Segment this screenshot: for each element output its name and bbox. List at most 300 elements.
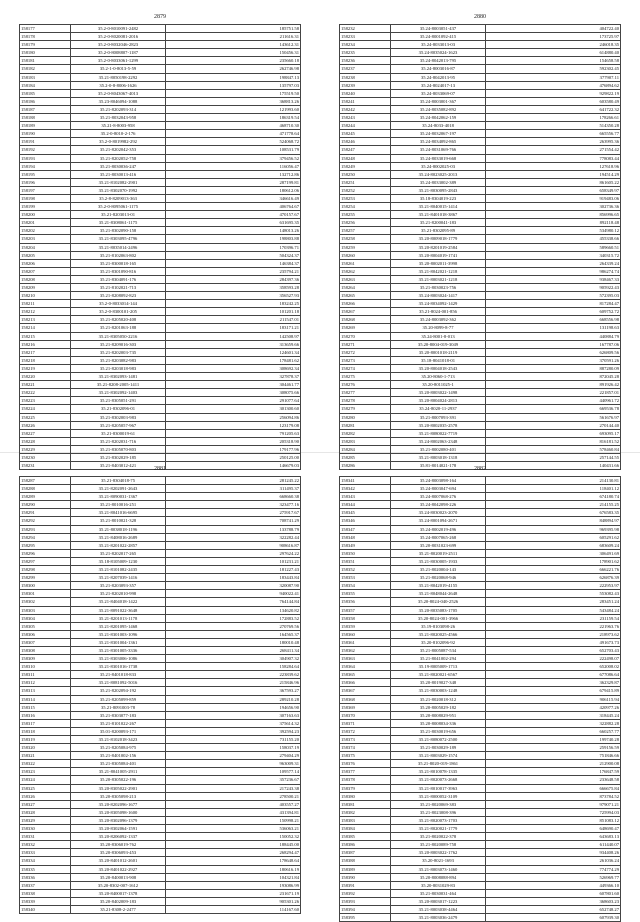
amount-cell: 377907.11 [486,73,621,81]
code-cell: 35.21-8302093-1481 [71,373,166,381]
code-cell: 35.21-8101082-2435 [71,566,166,574]
code-cell: 35.24-8001092-415 [391,33,486,41]
row-id-cell: 158263 [340,275,391,283]
code-cell: 35.20-8003017-1223 [391,897,486,905]
amount-cell: 652703.43 [486,646,621,654]
amount-cell: 526969.77 [486,873,621,881]
table-row [340,517,621,525]
table-row [340,227,621,235]
row-id-cell: 158297 [20,557,71,565]
row-id-cell: 158333 [20,849,71,857]
table-row [340,405,621,413]
table-row [20,211,301,219]
amount-cell: 178481.62 [166,356,301,364]
row-id-cell: 158267 [340,308,391,316]
table-row [340,49,621,57]
code-cell: 35.21-8020021-6567 [391,671,486,679]
row-id-cell: 158276 [340,381,391,389]
amount-cell: 392594.23 [166,727,301,735]
code-cell: 35.24-8042062-159 [391,114,486,122]
code-cell: 35.21-8030036-247 [71,162,166,170]
table-row [340,186,621,194]
amount-cell: 275917.67 [166,509,301,517]
row-id-cell: 158387 [340,849,391,857]
amount-cell: 603580.49 [486,97,621,105]
amount-cell: 340315.72 [486,251,621,259]
code-cell: 35.20-8031029-83 [391,881,486,889]
table-row [340,251,621,259]
amount-cell: 302736.36 [486,203,621,211]
code-cell: 35.21-8205020-408 [71,316,166,324]
row-id-cell: 158197 [20,186,71,194]
amount-cell: 764144.84 [166,598,301,606]
amount-cell: 183443.84 [166,574,301,582]
table-row [20,622,301,630]
row-id-cell: 158342 [340,485,391,493]
code-cell: 35.24-8033019-668 [391,154,486,162]
table-row [340,194,621,202]
table-row [20,445,301,453]
amount-cell: 121993.60 [166,105,301,113]
code-cell: 35.21-8042021-1218 [391,267,486,275]
code-cell: 35.24-8035082-892 [391,105,486,113]
row-id-cell: 158239 [340,81,391,89]
code-cell: 35.2-0-8032046-2823 [71,41,166,49]
amount-cell: 534980.12 [486,227,621,235]
row-id-cell: 158380 [340,792,391,800]
code-cell: 35.20-8401012-2601 [71,857,166,865]
table-row [20,170,301,178]
table-row [20,373,301,381]
table-row [340,711,621,719]
code-cell: 35.20-8004024-2813 [391,397,486,405]
row-id-cell: 158336 [20,873,71,881]
row-id-cell: 158259 [340,243,391,251]
code-cell: 35.24-8002019-496 [391,525,486,533]
row-id-cell: 158205 [20,251,71,259]
code-cell: 35.21-8048044-2648 [391,590,486,598]
table-row [340,146,621,154]
code-cell: 35.21-8020004-143 [391,566,486,574]
amount-cell: 592302.45 [486,65,621,73]
row-id-cell: 158214 [20,324,71,332]
table-row [20,736,301,744]
table-row [20,549,301,557]
amount-cell: 677086.64 [486,671,621,679]
row-id-cell: 158268 [340,316,391,324]
code-cell: 35.21-8005087-534 [391,646,486,654]
code-cell: 35.21-8002080-401 [391,445,486,453]
code-cell: 35.24-8002063-2348 [391,437,486,445]
row-id-cell: 158317 [20,719,71,727]
row-id-cell: 158303 [20,606,71,614]
amount-cell: 578460.84 [486,445,621,453]
section-title: 2880 [474,14,486,20]
code-cell: 35.21-8202042-353 [71,146,166,154]
code-cell: 35.2-0-8300101-205 [71,308,166,316]
table-row [340,889,621,897]
table-row [340,275,621,283]
amount-cell: 607801.60 [486,889,621,897]
amount-cell: 665556.77 [486,130,621,138]
table-row [20,316,301,324]
data-table [19,476,301,914]
table-row [20,389,301,397]
row-id-cell: 158378 [340,776,391,784]
code-cell: 35.20-8305098-213 [71,792,166,800]
table-row [340,736,621,744]
amount-cell: 969395.98 [486,525,621,533]
code-cell: 35.20-8060-1-713 [391,373,486,381]
table-row [340,364,621,372]
table-row [340,663,621,671]
row-id-cell: 158368 [340,695,391,703]
row-id-cell: 158275 [340,373,391,381]
row-id-cell: 158180 [20,49,71,57]
amount-cell: 140431.66 [486,462,621,470]
row-id-cell: 158348 [340,533,391,541]
table-row [340,630,621,638]
amount-cell: 263995.36 [486,138,621,146]
amount-cell: 199740.28 [486,736,621,744]
code-cell: 35.2-1-0-8013-5-59 [71,65,166,73]
amount-cell: 143612.31 [166,41,301,49]
code-cell: 35.24-8002025-03 [391,162,486,170]
row-id-cell: 158324 [20,776,71,784]
table-row [20,194,301,202]
amount-cell: 198847.13 [166,73,301,81]
code-cell: 35.20-8002035-2578 [391,421,486,429]
table-row [340,485,621,493]
amount-cell: 725994.03 [486,808,621,816]
table-row [340,655,621,663]
amount-cell: 420977.26 [486,703,621,711]
amount-cell: 304461.77 [166,381,301,389]
amount-cell: 164565.37 [166,630,301,638]
code-cell: 35.24-8030023-2070 [391,509,486,517]
table-row [20,768,301,776]
code-cell: 35.21-8301004-1361 [71,638,166,646]
code-cell: 35.20-8400013-908 [71,873,166,881]
amount-cell: 906115.94 [486,695,621,703]
table-row [20,703,301,711]
amount-cell: 536063.21 [166,825,301,833]
amount-cell: 561676.97 [486,413,621,421]
amount-cell: 905301.26 [166,897,301,905]
code-cell: 35.21-8080022-7719 [391,429,486,437]
row-id-cell: 158319 [20,736,71,744]
code-cell: 35.20-8024-040-2526 [391,598,486,606]
table-row [340,259,621,267]
row-id-cell: 158308 [20,646,71,654]
code-cell: 35.21-8030029-189 [391,744,486,752]
row-id-cell: 158177 [20,25,71,33]
code-cell: 35.21-8205057-967 [71,421,166,429]
row-id-cell: 158243 [340,114,391,122]
row-id-cell: 158392 [340,889,391,897]
table-row [340,825,621,833]
row-id-cell: 158294 [20,533,71,541]
row-id-cell: 158230 [20,453,71,461]
code-cell: 35.23-8046094-1088 [71,97,166,105]
amount-cell: 553082.43 [486,590,621,598]
code-cell: 35.21-8302090-158 [71,227,166,235]
table-row [20,300,301,308]
section-title: 2882 [474,466,486,472]
row-id-cell: 158184 [20,81,71,89]
amount-cell: 250125.00 [166,453,301,461]
code-cell: 35.19-8103098-26 [391,622,486,630]
table-row [340,33,621,41]
code-cell: 35.21-8202031-716 [71,437,166,445]
code-cell: 35.21-8-8003-958 [71,122,166,130]
table-row [20,251,301,259]
code-cell: 35.18-8105009-1230 [71,557,166,565]
row-id-cell: 158278 [340,397,391,405]
table-row [20,671,301,679]
table-row [340,170,621,178]
table-row [340,324,621,332]
amount-cell: 101231.21 [166,557,301,565]
code-cell: 35.24-8007065-268 [391,533,486,541]
table-row [20,324,301,332]
table-row [20,73,301,81]
amount-cell: 631695.35 [166,219,301,227]
row-id-cell: 158238 [340,73,391,81]
code-cell: 35.20-8202096-1677 [71,800,166,808]
amount-cell: 114167.60 [166,905,301,913]
row-id-cell: 158334 [20,857,71,865]
row-id-cell: 158191 [20,138,71,146]
code-cell: 35.20-8031023-699 [391,541,486,549]
row-id-cell: 158323 [20,768,71,776]
table-row [20,825,301,833]
table-row [340,413,621,421]
amount-cell: 259156.59 [486,744,621,752]
code-cell: 35.21-8102063-802 [71,251,166,259]
table-row [20,275,301,283]
amount-cell: 233648.58 [486,776,621,784]
row-id-cell: 158207 [20,267,71,275]
row-id-cell: 158298 [20,566,71,574]
table-row [340,727,621,735]
row-id-cell: 158183 [20,73,71,81]
row-id-cell: 158290 [20,501,71,509]
code-cell: 35.21-8000052-3109 [391,792,486,800]
row-id-cell: 158370 [340,711,391,719]
data-table [19,24,301,470]
amount-cell: 158284.64 [166,663,301,671]
data-table [339,24,621,470]
code-cell: 35.21-8003018-1318 [391,453,486,461]
table-row [340,833,621,841]
code-cell: 35.21-8020-019-1861 [391,760,486,768]
row-id-cell: 158192 [20,146,71,154]
amount-cell: 605291.62 [486,533,621,541]
table-row [340,130,621,138]
amount-cell: 327878.37 [166,373,301,381]
table-row [20,541,301,549]
table-row [20,57,301,65]
amount-cell: 215846.96 [166,679,301,687]
code-cell: 35.20-8021-1693 [391,857,486,865]
row-id-cell: 158244 [340,122,391,130]
amount-cell: 142508.97 [166,332,301,340]
code-cell: 35.21-8201063-188 [71,324,166,332]
table-row [20,557,301,565]
table-row [20,348,301,356]
row-id-cell: 158210 [20,292,71,300]
table-row [340,389,621,397]
row-id-cell: 158332 [20,841,71,849]
code-cell: 35.21-8408016-2689 [71,533,166,541]
code-cell: 35.20-8302064-1591 [71,825,166,833]
row-id-cell: 158304 [20,614,71,622]
row-id-cell: 158188 [20,114,71,122]
code-cell: 35.21-8091022-3648 [71,606,166,614]
table-row [340,300,621,308]
amount-cell: 158037.19 [166,744,301,752]
table-row [340,703,621,711]
code-cell: 35.20-8402009-183 [71,897,166,905]
amount-cell: 150456.31 [166,49,301,57]
table-row [340,768,621,776]
code-cell: 35.24-8003001-367 [391,97,486,105]
amount-cell: 379456.52 [166,154,301,162]
code-cell: 35.21-8202091-2643 [71,485,166,493]
table-row [340,857,621,865]
amount-cell: 256094.86 [166,413,301,421]
table-row [20,65,301,73]
amount-cell: 861605.22 [486,178,621,186]
code-cell: 35.21-8020022-378 [391,833,486,841]
row-id-cell: 158269 [340,324,391,332]
code-cell: 35.20-8306093-453 [71,849,166,857]
code-cell: 35.2-0-8008807-1187 [71,49,166,57]
row-id-cell: 158216 [20,340,71,348]
code-cell: 35.20-8004018-2543 [391,364,486,372]
row-id-cell: 158315 [20,703,71,711]
row-id-cell: 158327 [20,800,71,808]
row-id-cell: 158355 [340,590,391,598]
amount-cell: 648690.47 [486,825,621,833]
table-row [20,284,301,292]
amount-cell: 679415.89 [486,687,621,695]
code-cell: 35.21-8010021-328 [71,517,166,525]
code-cell: 35.20-8008034-336 [391,719,486,727]
code-cell: 35.21-8304018-75 [71,477,166,485]
amount-cell: 455338.66 [486,235,621,243]
table-row [20,687,301,695]
row-id-cell: 158352 [340,566,391,574]
amount-cell: 979071.21 [486,800,621,808]
row-id-cell: 158245 [340,130,391,138]
row-id-cell: 158283 [340,437,391,445]
table-row [340,453,621,461]
table-row [340,429,621,437]
amount-cell: 173725.97 [486,33,621,41]
code-cell: 35.21-8032043-958 [71,114,166,122]
code-cell: 35.24-8003098-164 [391,477,486,485]
table-row [340,138,621,146]
row-id-cell: 158226 [20,421,71,429]
code-cell: 35.24-8023025-2013 [391,170,486,178]
table-row [20,833,301,841]
table-row [20,267,301,275]
table-row [20,606,301,614]
amount-cell: 186319.54 [166,114,301,122]
row-id-cell: 158225 [20,413,71,421]
code-cell: 35.21-8304091-176 [71,275,166,283]
table-row [340,122,621,130]
code-cell: 35.21-8080072-2500 [391,736,486,744]
amount-cell: 731155.20 [166,736,301,744]
amount-cell: 676583.35 [486,509,621,517]
row-id-cell: 158364 [340,663,391,671]
table-row [20,533,301,541]
row-id-cell: 158222 [20,389,71,397]
code-cell: 35.21-8030005-1933 [391,557,486,565]
row-id-cell: 158218 [20,356,71,364]
amount-cell: 270144.40 [486,421,621,429]
amount-cell: 131198.63 [486,324,621,332]
code-cell: 35.21-8040015-1414 [391,203,486,211]
row-id-cell: 158277 [340,389,391,397]
code-cell: 35.21-8202052-758 [71,154,166,162]
row-id-cell: 158314 [20,695,71,703]
code-cell: 35.21-8091003-78 [71,703,166,711]
table-row [20,397,301,405]
code-cell: 35.21-8020021-1779 [391,825,486,833]
row-id-cell: 158204 [20,243,71,251]
amount-cell: 198803.88 [166,235,301,243]
table-row [20,243,301,251]
amount-cell: 135797.03 [166,81,301,89]
amount-cell: 669536.78 [486,405,621,413]
row-id-cell: 158346 [340,517,391,525]
row-id-cell: 158206 [20,259,71,267]
code-cell: 35.20-8008029-951 [391,711,486,719]
table-row [340,397,621,405]
table-row [20,421,301,429]
amount-cell: 214155.25 [486,501,621,509]
code-cell: 35.21-8302029-185 [71,453,166,461]
table-row [20,356,301,364]
amount-cell: 666675.84 [486,784,621,792]
row-id-cell: 158384 [340,825,391,833]
row-id-cell: 158372 [340,727,391,735]
code-cell: 35.21-8202094-192 [71,687,166,695]
table-row [20,381,301,389]
code-cell: 35.21-8102082-2901 [71,178,166,186]
row-id-cell: 158390 [340,873,391,881]
row-id-cell: 158307 [20,638,71,646]
code-cell: 35.20-8003022-1762 [391,849,486,857]
table-row [340,437,621,445]
row-id-cell: 158190 [20,130,71,138]
table-row [340,501,621,509]
table-row [340,541,621,549]
code-cell: 35.2-0-8-8006-1626 [71,81,166,89]
row-id-cell: 158217 [20,348,71,356]
row-id-cell: 158312 [20,679,71,687]
amount-cell: 626876.39 [486,574,621,582]
table-row [20,566,301,574]
row-id-cell: 158376 [340,760,391,768]
code-cell: 35.21-8401018-3867 [391,211,486,219]
code-cell: 35.21-8302003-983 [71,413,166,421]
row-id-cell: 158195 [20,170,71,178]
